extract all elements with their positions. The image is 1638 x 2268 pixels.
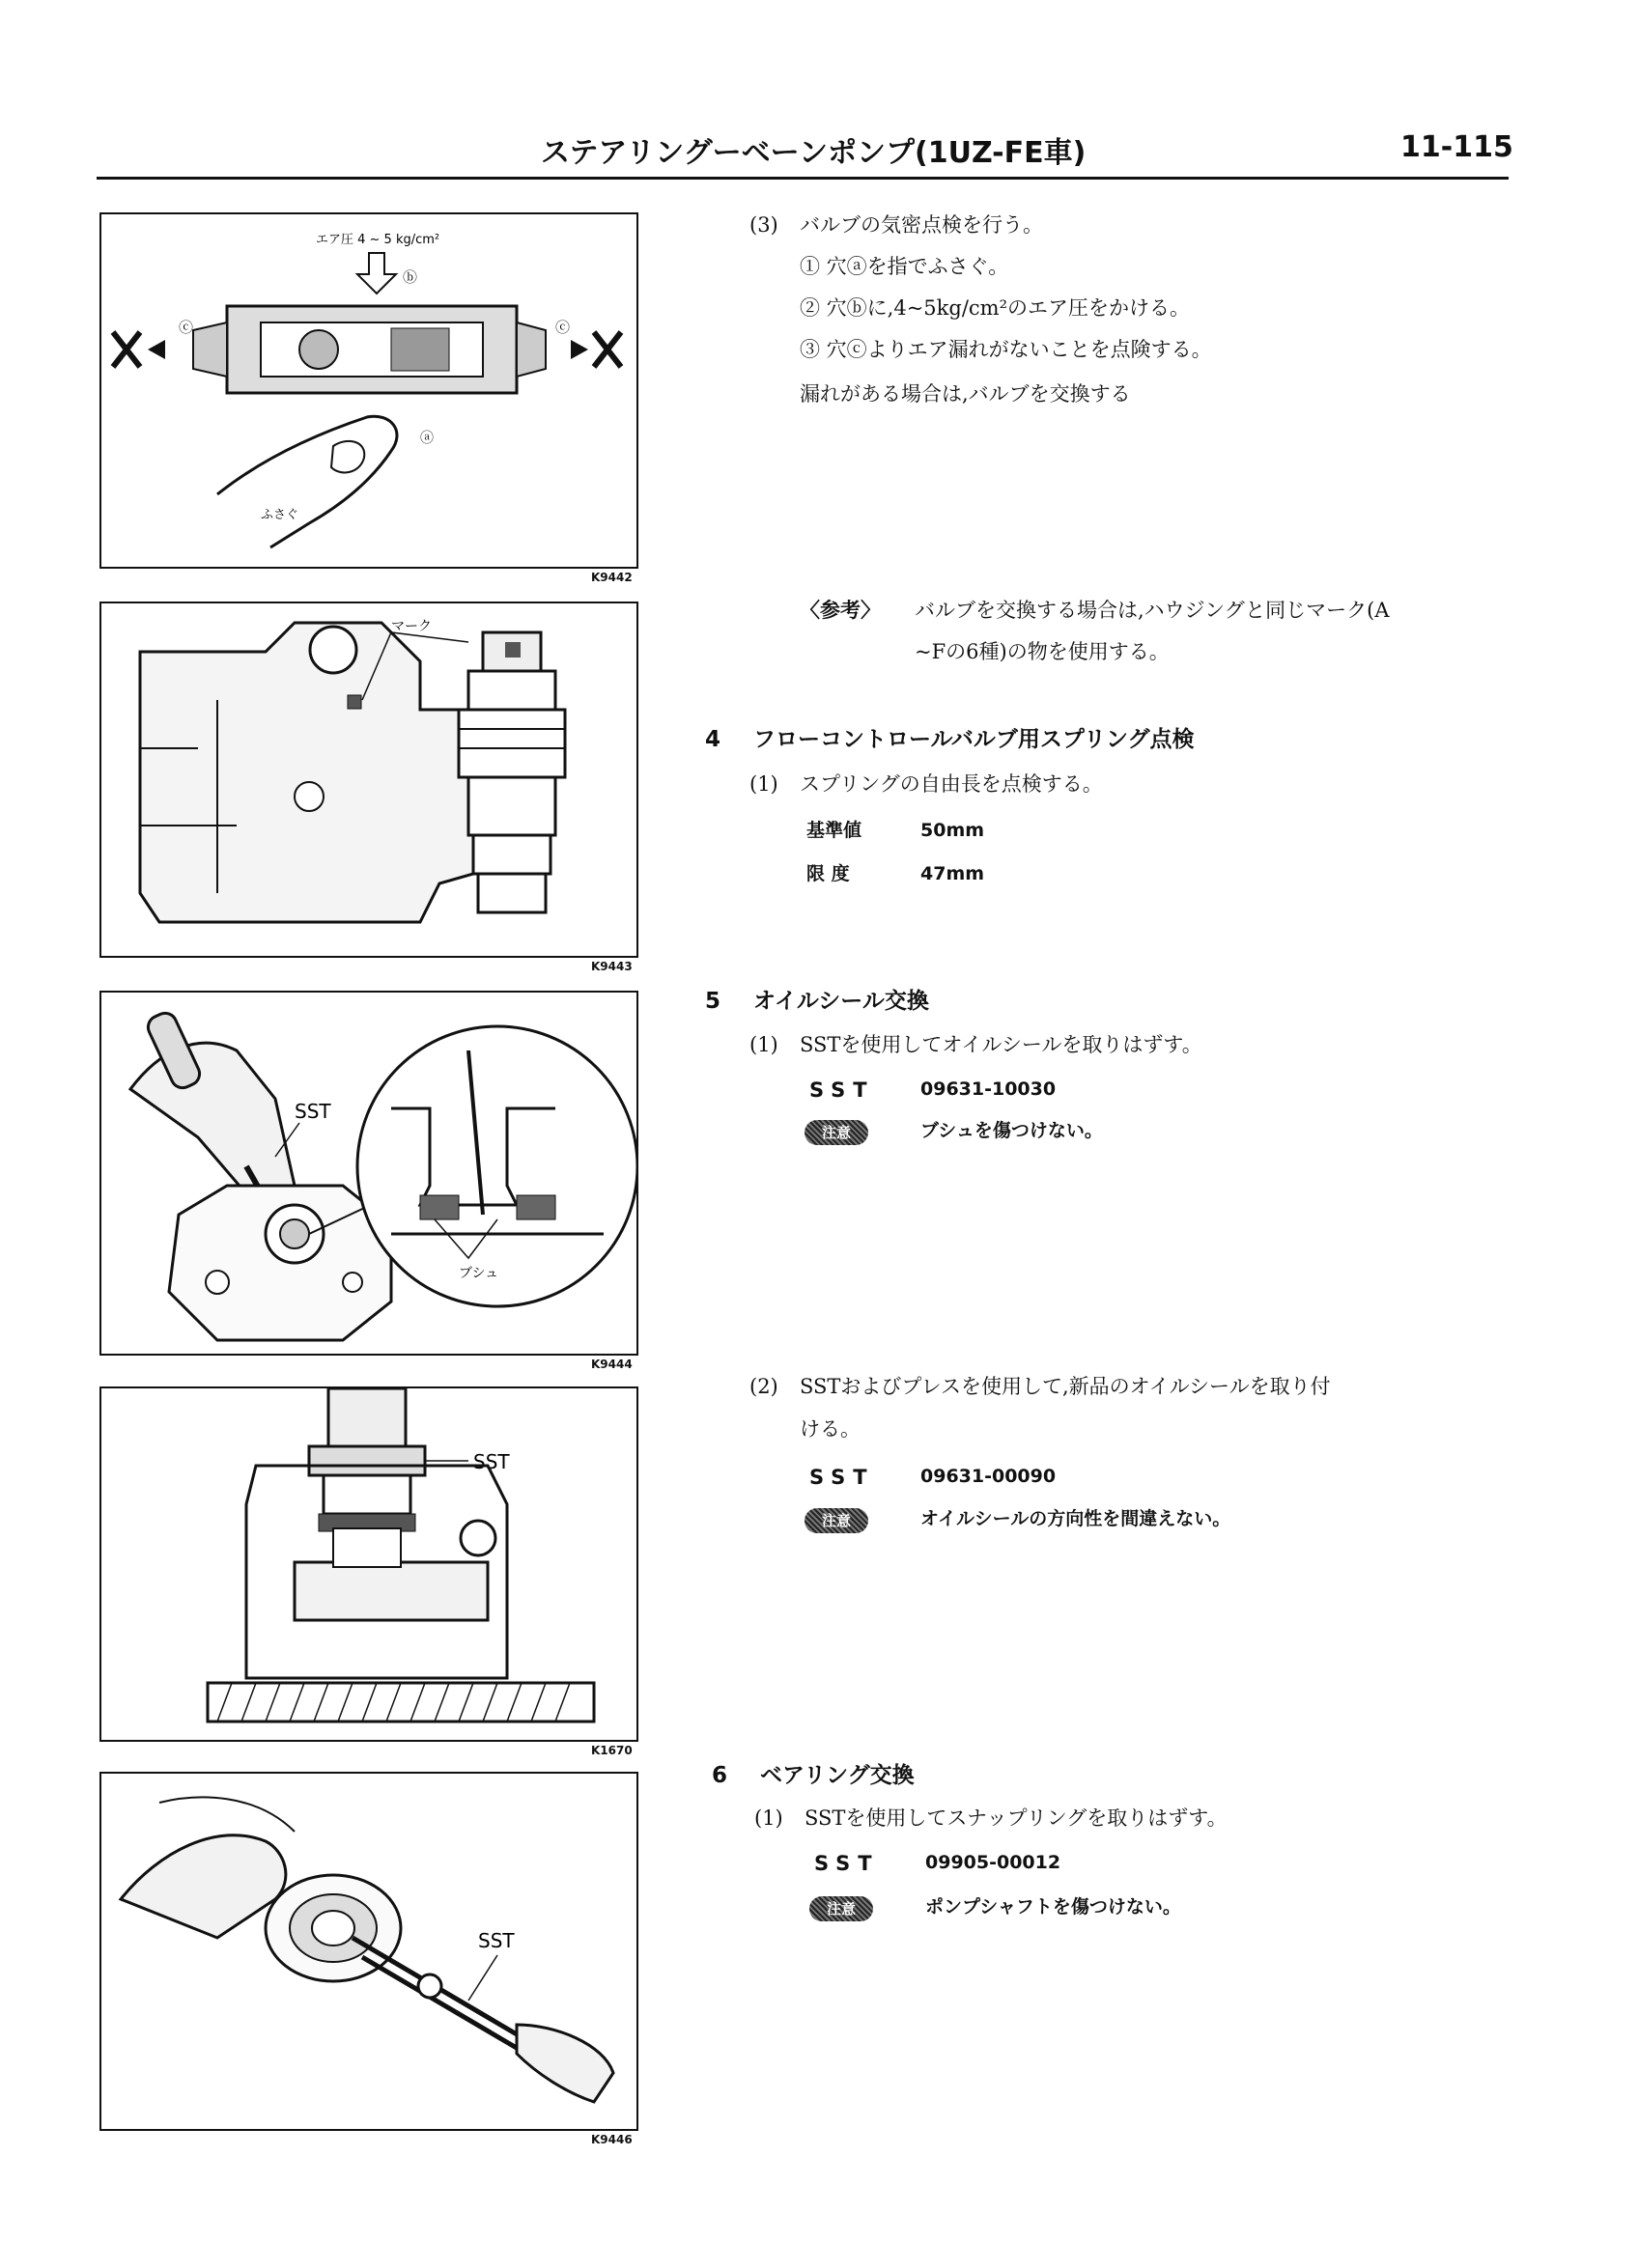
reference-text: ~Fの6種)の物を使用する。 [915,640,1170,663]
port-b-label: ⓑ [403,268,418,286]
spec-label: 限 度 [806,863,850,884]
section-title: ベアリング交換 [760,1763,915,1788]
port-a-label: ⓐ [420,431,434,446]
close-hole-label: ふさぐ [261,508,299,522]
step-text: スプリングの自由長を点検する。 [800,772,1103,796]
spec-value: 50mm [920,820,985,841]
page-title: ステアリングーベーンポンプ(1UZ-FE車) [541,136,1087,170]
air-pressure-label: エア圧 4 ~ 5 kg/cm² [316,233,440,247]
sst-tool [309,1446,425,1475]
oil-seal-removal-illustration [101,993,636,1354]
section-number: 5 [705,989,721,1014]
figure-housing-mark [99,602,638,958]
caution-text: オイルシールの方向性を間違えない。 [920,1508,1231,1529]
sst-label: SST [809,1078,875,1102]
figure-valve-air-test [99,212,638,569]
sst-label: SST [295,1100,331,1123]
figure-snap-ring-removal [99,1772,638,2131]
detail-view [357,1026,636,1306]
caution-badge: 注意 [809,1896,873,1921]
sst-tool [353,1938,526,2054]
header-rule [97,177,1509,180]
step-text: ける。 [800,1417,861,1441]
figure-oil-seal-removal [99,991,638,1356]
caution-text: ブシュを傷つけない。 [920,1120,1103,1141]
spec-value: 47mm [920,863,985,884]
no-leak-right-icon [594,332,621,367]
oil-seal-install-illustration [101,1388,636,1740]
valve-air-test-illustration [101,214,636,567]
reference-label: 〈参考〉 [800,599,881,622]
reference-text: バルブを交換する場合は,ハウジングと同じマーク(A [915,599,1390,622]
no-leak-left-icon [113,332,140,367]
sst-label: SST [814,1852,880,1875]
sst-label: SST [478,1929,515,1952]
step-text: SSTを使用してスナップリングを取りはずす。 [805,1806,1228,1830]
step-item: ① 穴ⓐを指でふさぐ。 [800,255,1009,278]
hand-left [121,1835,286,1938]
caution-text: ポンプシャフトを傷つけない。 [925,1896,1181,1918]
housing-mark-illustration [101,603,636,956]
step-number: (1) [749,1033,778,1056]
step-number: (3) [749,213,778,237]
page-number: 11-115 [1400,130,1513,164]
caution-badge: 注意 [805,1120,868,1145]
step-number: (1) [754,1806,783,1830]
step-text: SSTおよびプレスを使用して,新品のオイルシールを取り付 [800,1375,1331,1398]
step-heading: バルブの気密点検を行う。 [800,213,1043,237]
section-number: 4 [705,727,721,752]
figure-id: K1670 [591,1744,633,1757]
port-c-right-label: ⓒ [555,319,571,336]
sst-number: 09631-00090 [920,1466,1057,1487]
step-item: ② 穴ⓑに,4~5kg/cm²のエア圧をかける。 [800,296,1191,320]
hand-illustration [217,416,397,547]
figure-oil-seal-install [99,1386,638,1742]
hand-illustration [130,1043,295,1205]
press-ram [328,1388,406,1446]
section-title: オイルシール交換 [753,989,929,1014]
sst-number: 09631-10030 [920,1078,1057,1100]
housing-mark [348,695,361,709]
sst-number: 09905-00012 [925,1852,1061,1873]
mark-label: マーク [391,619,432,634]
figure-id: K9444 [591,1358,633,1371]
section-title: フローコントロールバルブ用スプリング点検 [753,727,1195,752]
hand-right [517,2025,613,2102]
caution-badge: 注意 [805,1508,868,1533]
step-note: 漏れがある場合は,バルブを交換する [800,382,1131,406]
figure-id: K9443 [591,960,633,973]
figure-id: K9442 [591,571,633,584]
step-item: ③ 穴ⓒよりエア漏れがないことを点険する。 [800,338,1212,361]
bush-label: ブシュ [459,1266,499,1281]
sst-label: SST [473,1450,510,1473]
port-c-left-label: ⓒ [179,319,194,336]
step-text: SSTを使用してオイルシールを取りはずす。 [800,1033,1202,1056]
section-number: 6 [712,1763,728,1788]
figure-id: K9446 [591,2133,633,2146]
spec-label: 基準値 [806,820,862,841]
sst-label: SST [809,1466,875,1489]
press-bed [208,1683,594,1722]
step-number: (1) [749,772,778,796]
step-number: (2) [749,1375,778,1398]
snap-ring-removal-illustration [101,1774,636,2129]
air-arrow-icon [357,253,396,294]
